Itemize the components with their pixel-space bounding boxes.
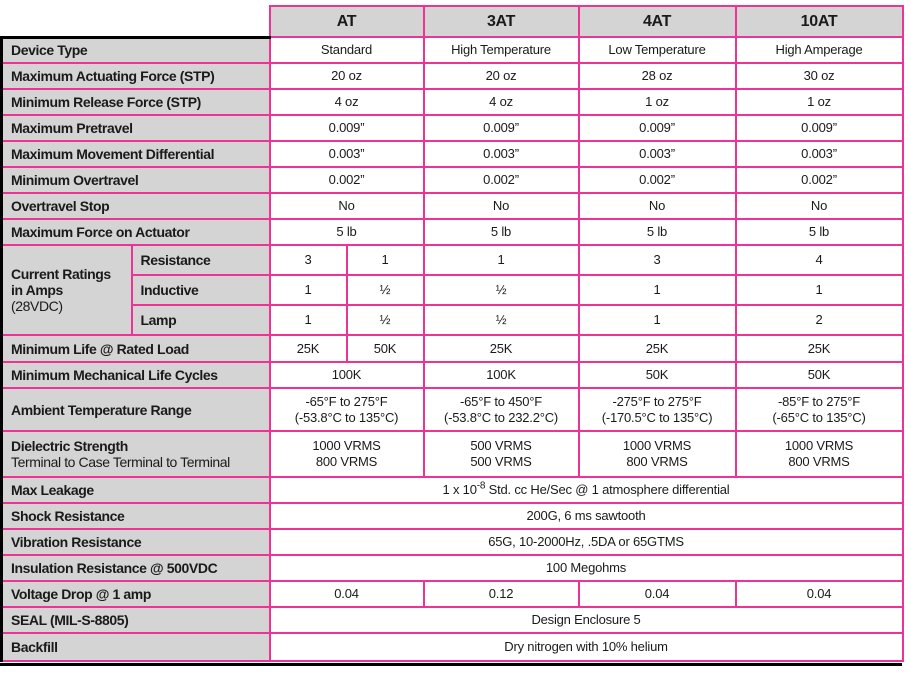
dielectric-3at-line2: 500 VRMS — [470, 454, 532, 469]
dielectric-3at-line1: 500 VRMS — [470, 438, 532, 453]
cell-max-movement-differential-3at: 0.003” — [424, 141, 579, 167]
table-row — [2, 581, 903, 607]
table-row — [2, 633, 903, 661]
row-label-current-ratings — [2, 245, 132, 335]
cell-voltage-drop-4at: 0.04 — [579, 581, 736, 607]
cell-max-movement-differential-4at: 0.003” — [579, 141, 736, 167]
column-header-3at: 3AT — [424, 6, 579, 37]
table-row — [2, 431, 903, 477]
cell-max-force-on-actuator-4at: 5 lb — [579, 219, 736, 245]
ambient-3at-celsius: (-53.8°C to 232.2°C) — [443, 409, 559, 425]
table-row — [2, 115, 903, 141]
row-label-insulation-resistance: Insulation Resistance @ 500VDC — [2, 555, 270, 581]
cell-max-actuating-force-4at: 28 oz — [579, 63, 736, 89]
cell-min-release-force-3at: 4 oz — [424, 89, 579, 115]
spec-sheet-page — [0, 5, 906, 666]
cell-min-life-at-b: 50K — [347, 335, 424, 362]
dielectric-at-line2: 800 VRMS — [315, 454, 378, 469]
cell-max-pretravel-3at: 0.009” — [424, 115, 579, 141]
cell-inductive-10at: 1 — [736, 275, 903, 305]
cell-ambient-3at — [424, 388, 579, 431]
table-row — [2, 167, 903, 193]
cell-resistance-at-b: 1 — [347, 245, 424, 275]
cell-min-life-4at: 25K — [579, 335, 736, 362]
row-label-min-release-force: Minimum Release Force (STP) — [2, 89, 270, 115]
table-row — [2, 89, 903, 115]
dielectric-4at-line2: 800 VRMS — [626, 454, 688, 469]
cell-dielectric-10at — [736, 431, 903, 477]
cell-ambient-at — [270, 388, 424, 431]
table-row — [2, 219, 903, 245]
cell-shock-resistance-value: 200G, 6 ms sawtooth — [270, 503, 903, 529]
cell-inductive-at-a: 1 — [270, 275, 347, 305]
column-header-10at: 10AT — [736, 6, 903, 37]
cell-lamp-3at: ½ — [424, 305, 579, 335]
dielectric-10at-line2: 800 VRMS — [788, 454, 850, 469]
ambient-at-fahrenheit: -65°F to 275°F — [305, 393, 388, 409]
cell-max-force-on-actuator-3at: 5 lb — [424, 219, 579, 245]
row-label-vibration-resistance: Vibration Resistance — [2, 529, 270, 555]
table-row — [2, 388, 903, 431]
cell-min-overtravel-3at: 0.002” — [424, 167, 579, 193]
cell-dielectric-at — [270, 431, 424, 477]
cell-seal-value: Design Enclosure 5 — [270, 607, 903, 633]
cell-mechanical-life-10at: 50K — [736, 362, 903, 388]
cell-max-pretravel-10at: 0.009” — [736, 115, 903, 141]
max-leakage-rest: Std. cc He/Sec @ 1 atmosphere differential — [485, 482, 730, 497]
cell-max-movement-differential-10at: 0.003” — [736, 141, 903, 167]
row-label-max-actuating-force: Maximum Actuating Force (STP) — [2, 63, 270, 89]
cell-overtravel-stop-4at: No — [579, 193, 736, 219]
table-row — [2, 141, 903, 167]
dielectric-10at-line1: 1000 VRMS — [784, 438, 854, 453]
header-spacer — [2, 6, 270, 37]
row-label-max-pretravel: Maximum Pretravel — [2, 115, 270, 141]
cell-lamp-10at: 2 — [736, 305, 903, 335]
cell-lamp-at-a: 1 — [270, 305, 347, 335]
cell-max-movement-differential-at: 0.003” — [270, 141, 424, 167]
cell-min-life-3at: 25K — [424, 335, 579, 362]
row-label-shock-resistance: Shock Resistance — [2, 503, 270, 529]
cell-dielectric-4at — [579, 431, 736, 477]
cell-resistance-3at: 1 — [424, 245, 579, 275]
row-label-min-mechanical-life: Minimum Mechanical Life Cycles — [2, 362, 270, 388]
cell-min-release-force-4at: 1 oz — [579, 89, 736, 115]
row-label-max-leakage: Max Leakage — [2, 477, 270, 503]
row-sublabel-lamp: Lamp — [132, 305, 270, 335]
spec-table — [0, 5, 904, 662]
table-row — [2, 305, 903, 335]
row-label-min-life-rated-load: Minimum Life @ Rated Load — [2, 335, 270, 362]
cell-min-release-force-at: 4 oz — [270, 89, 424, 115]
row-label-max-movement-differential: Maximum Movement Differential — [2, 141, 270, 167]
cell-inductive-at-b: ½ — [347, 275, 424, 305]
cell-min-overtravel-at: 0.002” — [270, 167, 424, 193]
ambient-at-celsius: (-53.8°C to 135°C) — [294, 409, 399, 425]
cell-vibration-resistance-value: 65G, 10-2000Hz, .5DA or 65GTMS — [270, 529, 903, 555]
table-row — [2, 193, 903, 219]
table-row — [2, 555, 903, 581]
cell-mechanical-life-3at: 100K — [424, 362, 579, 388]
max-leakage-exponent: -8 — [476, 480, 486, 492]
row-sublabel-resistance: Resistance — [132, 245, 270, 275]
table-row — [2, 275, 903, 305]
ambient-10at-fahrenheit: -85°F to 275°F — [778, 393, 861, 409]
cell-voltage-drop-10at: 0.04 — [736, 581, 903, 607]
cell-resistance-10at: 4 — [736, 245, 903, 275]
cell-voltage-drop-at: 0.04 — [270, 581, 424, 607]
row-label-voltage-drop: Voltage Drop @ 1 amp — [2, 581, 270, 607]
cell-inductive-4at: 1 — [579, 275, 736, 305]
table-row — [2, 37, 903, 63]
cell-device-type-3at: High Temperature — [424, 37, 579, 63]
cell-min-release-force-10at: 1 oz — [736, 89, 903, 115]
cell-max-actuating-force-at: 20 oz — [270, 63, 424, 89]
dielectric-sublabel: Terminal to Case Terminal to Terminal — [11, 454, 230, 470]
cell-max-force-on-actuator-at: 5 lb — [270, 219, 424, 245]
column-header-at: AT — [270, 6, 424, 37]
table-row — [2, 607, 903, 633]
cell-ambient-4at — [579, 388, 736, 431]
cell-mechanical-life-4at: 50K — [579, 362, 736, 388]
cell-max-force-on-actuator-10at: 5 lb — [736, 219, 903, 245]
cell-lamp-at-b: ½ — [347, 305, 424, 335]
cell-device-type-4at: Low Temperature — [579, 37, 736, 63]
cell-resistance-at-a: 3 — [270, 245, 347, 275]
cell-overtravel-stop-3at: No — [424, 193, 579, 219]
table-row — [2, 63, 903, 89]
ambient-10at-celsius: (-65°C to 135°C) — [772, 409, 866, 425]
cell-min-life-at-a: 25K — [270, 335, 347, 362]
ambient-4at-fahrenheit: -275°F to 275°F — [612, 393, 702, 409]
column-header-4at: 4AT — [579, 6, 736, 37]
table-outer-bottom-border — [0, 663, 902, 666]
cell-insulation-resistance-value: 100 Megohms — [270, 555, 903, 581]
dielectric-4at-line1: 1000 VRMS — [622, 438, 692, 453]
dielectric-at-line1: 1000 VRMS — [312, 438, 381, 453]
ambient-4at-celsius: (-170.5°C to 135°C) — [601, 409, 713, 425]
current-ratings-label-line3: (28VDC) — [11, 298, 63, 314]
table-row — [2, 245, 903, 275]
cell-lamp-4at: 1 — [579, 305, 736, 335]
current-ratings-label-line2: in Amps — [11, 282, 63, 298]
table-row — [2, 335, 903, 362]
table-header-row — [2, 6, 903, 37]
cell-ambient-10at — [736, 388, 903, 431]
row-label-max-force-on-actuator: Maximum Force on Actuator — [2, 219, 270, 245]
row-label-dielectric-strength — [2, 431, 270, 477]
cell-max-actuating-force-3at: 20 oz — [424, 63, 579, 89]
cell-backfill-value: Dry nitrogen with 10% helium — [270, 633, 903, 661]
dielectric-label: Dielectric Strength — [11, 438, 128, 454]
row-label-ambient-temp-range: Ambient Temperature Range — [2, 388, 270, 431]
row-label-device-type: Device Type — [2, 37, 270, 63]
cell-max-actuating-force-10at: 30 oz — [736, 63, 903, 89]
max-leakage-base: 1 x 10 — [442, 482, 477, 497]
row-label-overtravel-stop: Overtravel Stop — [2, 193, 270, 219]
cell-max-pretravel-4at: 0.009” — [579, 115, 736, 141]
cell-max-leakage-value — [270, 477, 903, 503]
cell-resistance-4at: 3 — [579, 245, 736, 275]
row-sublabel-inductive: Inductive — [132, 275, 270, 305]
cell-device-type-at: Standard — [270, 37, 424, 63]
row-label-min-overtravel: Minimum Overtravel — [2, 167, 270, 193]
cell-max-pretravel-at: 0.009” — [270, 115, 424, 141]
table-row — [2, 529, 903, 555]
cell-min-life-10at: 25K — [736, 335, 903, 362]
table-row — [2, 503, 903, 529]
cell-overtravel-stop-10at: No — [736, 193, 903, 219]
row-label-seal: SEAL (MIL-S-8805) — [2, 607, 270, 633]
cell-overtravel-stop-at: No — [270, 193, 424, 219]
table-row — [2, 362, 903, 388]
row-label-backfill: Backfill — [2, 633, 270, 661]
cell-voltage-drop-3at: 0.12 — [424, 581, 579, 607]
cell-inductive-3at: ½ — [424, 275, 579, 305]
table-row — [2, 477, 903, 503]
cell-device-type-10at: High Amperage — [736, 37, 903, 63]
cell-min-overtravel-10at: 0.002” — [736, 167, 903, 193]
cell-min-overtravel-4at: 0.002” — [579, 167, 736, 193]
current-ratings-label-line1: Current Ratings — [11, 266, 111, 282]
ambient-3at-fahrenheit: -65°F to 450°F — [460, 393, 543, 409]
cell-mechanical-life-at: 100K — [270, 362, 424, 388]
cell-dielectric-3at — [424, 431, 579, 477]
